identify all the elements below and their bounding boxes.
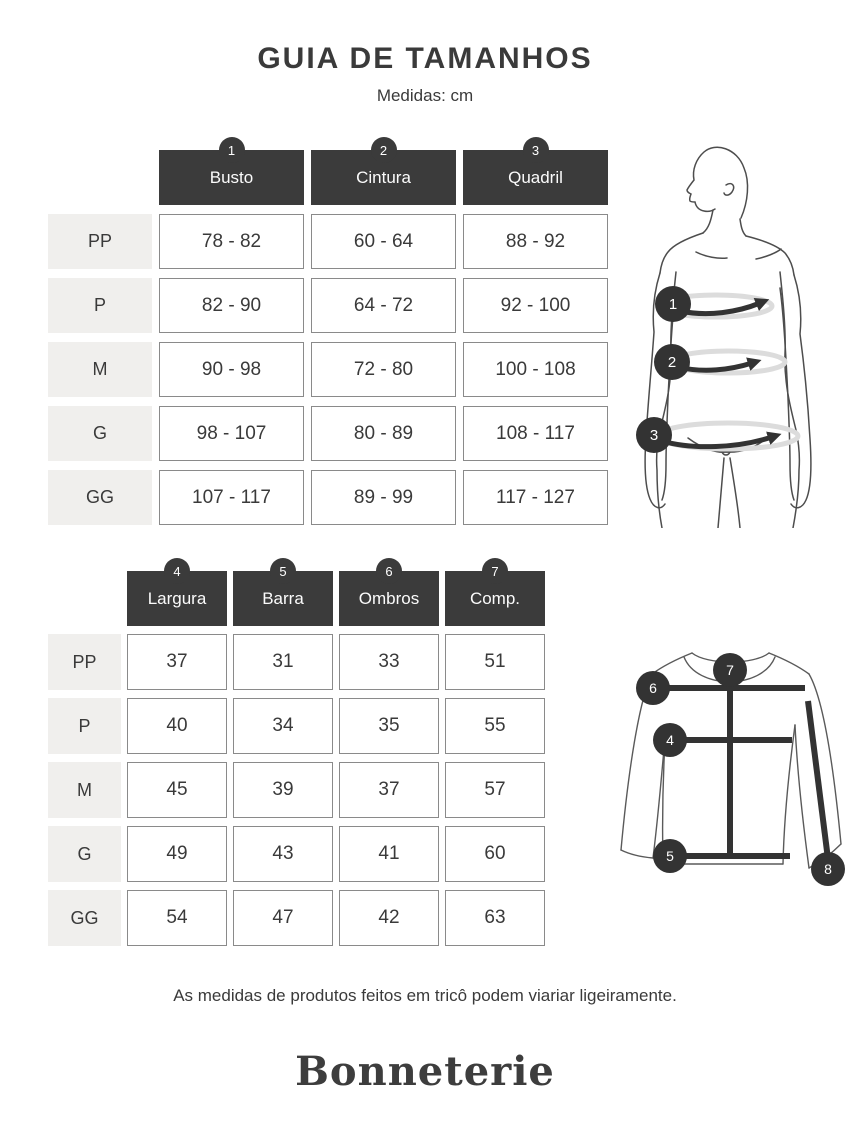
column-header-label: Largura xyxy=(147,588,207,608)
table-cell: 89 - 99 xyxy=(311,470,456,525)
table-cell: 40 xyxy=(127,698,227,754)
table-cell: 108 - 117 xyxy=(463,406,608,461)
figure-badge-8 xyxy=(811,852,845,886)
table-cell: 78 - 82 xyxy=(159,214,304,269)
figure-badge-1 xyxy=(655,286,691,322)
figure-badge-2-number: 2 xyxy=(667,354,677,371)
measure-badge-4: 4 xyxy=(164,558,190,584)
figure-badge-2 xyxy=(654,344,690,380)
size-label-m: M xyxy=(48,762,121,818)
table-cell: 43 xyxy=(233,826,333,882)
body-figure-illustration xyxy=(628,140,850,528)
table-cell: 39 xyxy=(233,762,333,818)
table-cell: 72 - 80 xyxy=(311,342,456,397)
table-cell: 100 - 108 xyxy=(463,342,608,397)
column-header-barra xyxy=(233,563,333,626)
measure-badge-7: 7 xyxy=(482,558,508,584)
figure-badge-4-number: 4 xyxy=(666,732,674,748)
size-label-gg: GG xyxy=(48,470,152,525)
column-header-quadril xyxy=(463,142,608,205)
size-label-pp: PP xyxy=(48,634,121,690)
figure-badge-4 xyxy=(653,723,687,757)
garment-measurements-table xyxy=(48,563,545,946)
table-cell: 80 - 89 xyxy=(311,406,456,461)
column-header-label: Ombros xyxy=(358,588,420,608)
size-label-p: P xyxy=(48,698,121,754)
table-cell: 63 xyxy=(445,890,545,946)
column-header-largura xyxy=(127,563,227,626)
body-outline xyxy=(645,147,811,528)
column-header-cintura xyxy=(311,142,456,205)
page-title: GUIA DE TAMANHOS xyxy=(257,42,593,75)
measure-badge-6: 6 xyxy=(376,558,402,584)
body-measurements-table xyxy=(48,142,608,525)
figure-badge-3 xyxy=(636,417,672,453)
table-cell: 57 xyxy=(445,762,545,818)
table-cell: 107 - 117 xyxy=(159,470,304,525)
table-cell: 35 xyxy=(339,698,439,754)
table-cell: 82 - 90 xyxy=(159,278,304,333)
table-cell: 42 xyxy=(339,890,439,946)
measure-badge-3: 3 xyxy=(523,137,549,163)
table-cell: 47 xyxy=(233,890,333,946)
column-header-label: Quadril xyxy=(508,167,563,187)
table-cell: 51 xyxy=(445,634,545,690)
table-cell: 34 xyxy=(233,698,333,754)
garment-figure-illustration xyxy=(613,628,848,918)
page-header xyxy=(0,42,850,106)
size-label-g: G xyxy=(48,826,121,882)
brand-logo: Bonneterie xyxy=(295,1048,555,1095)
table-cell: 98 - 107 xyxy=(159,406,304,461)
measure-badge-2: 2 xyxy=(371,137,397,163)
column-header-ombros xyxy=(339,563,439,626)
size-label-pp: PP xyxy=(48,214,152,269)
disclaimer-text: As medidas de produtos feitos em tricô podem viariar ligeiramente. xyxy=(173,986,677,1005)
measure-badge-5: 5 xyxy=(270,558,296,584)
figure-badge-5-number: 5 xyxy=(666,848,674,864)
table-corner-spacer xyxy=(48,571,121,626)
size-label-gg: GG xyxy=(48,890,121,946)
figure-badge-7 xyxy=(713,653,747,687)
figure-badge-7-number: 7 xyxy=(726,662,734,678)
table-cell: 54 xyxy=(127,890,227,946)
measure-badge-1: 1 xyxy=(219,137,245,163)
size-label-p: P xyxy=(48,278,152,333)
table-cell: 64 - 72 xyxy=(311,278,456,333)
column-header-label: Busto xyxy=(209,167,254,187)
table-cell: 117 - 127 xyxy=(463,470,608,525)
figure-badge-5 xyxy=(653,839,687,873)
table-cell: 60 xyxy=(445,826,545,882)
garment-measure-lines xyxy=(655,671,829,867)
table-cell: 37 xyxy=(339,762,439,818)
table-cell: 49 xyxy=(127,826,227,882)
table-cell: 37 xyxy=(127,634,227,690)
table-cell: 90 - 98 xyxy=(159,342,304,397)
size-label-m: M xyxy=(48,342,152,397)
table-cell: 41 xyxy=(339,826,439,882)
column-header-label: Barra xyxy=(262,588,304,608)
table-cell: 88 - 92 xyxy=(463,214,608,269)
size-label-g: G xyxy=(48,406,152,461)
table-corner-spacer xyxy=(48,150,152,205)
figure-badge-8-number: 8 xyxy=(824,861,832,877)
figure-badge-6-number: 6 xyxy=(649,680,657,696)
table-cell: 45 xyxy=(127,762,227,818)
figure-badge-6 xyxy=(636,671,670,705)
column-header-comp xyxy=(445,563,545,626)
figure-badge-3-number: 3 xyxy=(649,427,659,444)
page-subtitle: Medidas: cm xyxy=(376,86,474,105)
figure-badge-1-number: 1 xyxy=(668,296,678,313)
column-header-label: Cintura xyxy=(356,167,411,187)
column-header-busto xyxy=(159,142,304,205)
table-cell: 33 xyxy=(339,634,439,690)
table-cell: 92 - 100 xyxy=(463,278,608,333)
table-cell: 31 xyxy=(233,634,333,690)
column-header-label: Comp. xyxy=(469,588,521,608)
table-cell: 55 xyxy=(445,698,545,754)
table-cell: 60 - 64 xyxy=(311,214,456,269)
